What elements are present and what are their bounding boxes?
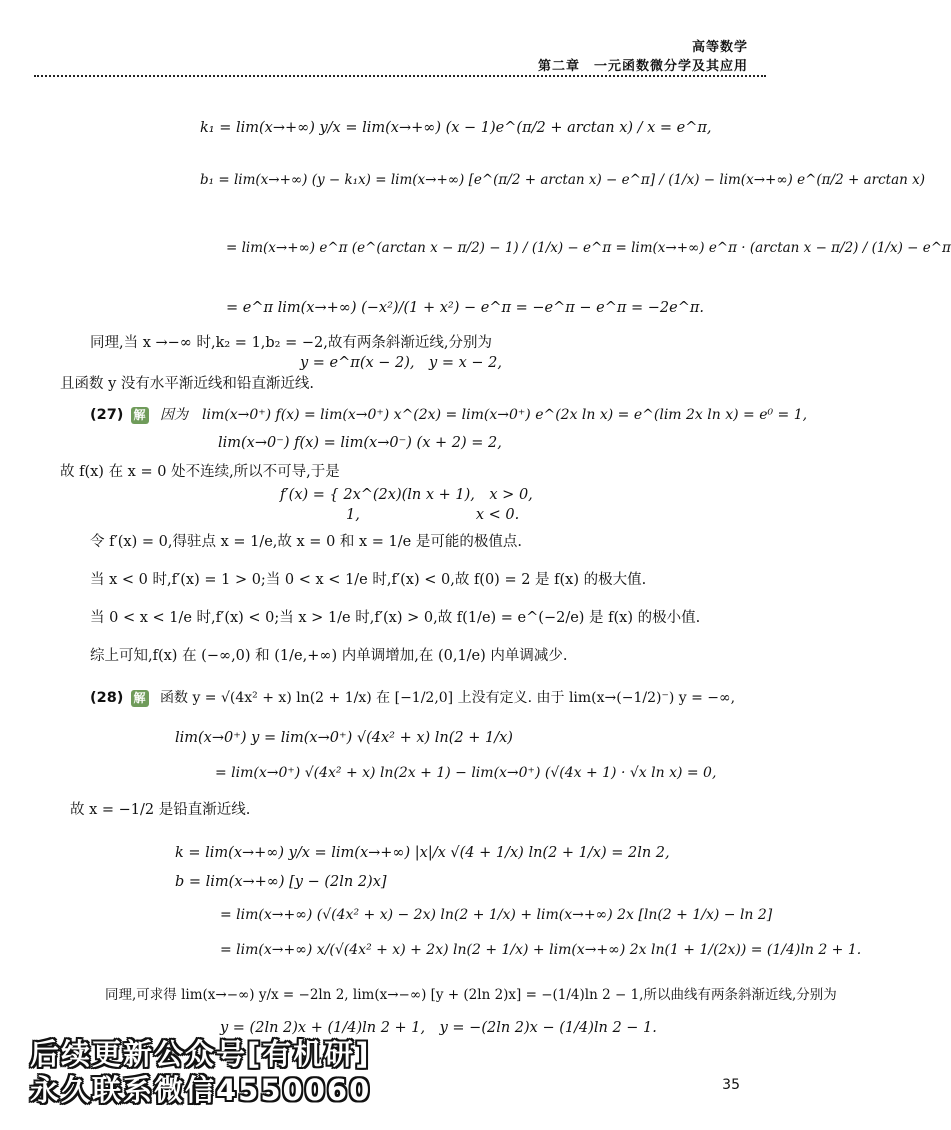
equation-k: k = lim(x→+∞) y/x = lim(x→+∞) |x|/x √(4 + 1/x) ln(2 + 1/x) = 2ln 2, xyxy=(175,845,670,861)
equation-final-asymptotes: y = (2ln 2)x + (1/4)ln 2 + 1, y = −(2ln 2)x − (1/4)ln 2 − 1. xyxy=(220,1020,657,1036)
equation-limit-zero: lim(x→0⁺) y = lim(x→0⁺) √(4x² + x) ln(2 + 1/x) xyxy=(175,730,513,746)
header-divider xyxy=(34,75,766,77)
header-chapter: 第二章 一元函数微分学及其应用 xyxy=(537,59,748,74)
equation-b1-step3: = e^π lim(x→+∞) (−x²)/(1 + x²) − e^π = −e^π − e^π = −2e^π. xyxy=(226,300,705,316)
equation-limit-left: lim(x→0⁻) f(x) = lim(x→0⁻) (x + 2) = 2, xyxy=(218,435,502,451)
text-function-domain: 函数 y = √(4x² + x) ln(2 + 1/x) 在 [−1/2,0] 上没有定义. 由于 lim(x→(−1/2)⁻) y = −∞, xyxy=(160,690,736,706)
page-number: 35 xyxy=(722,1077,740,1093)
equation-b: b = lim(x→+∞) [y − (2ln 2)x] xyxy=(175,874,387,890)
text-stationary-point: 令 f′(x) = 0,得驻点 x = 1/e,故 x = 0 和 x = 1/e 是可能的极值点. xyxy=(90,534,522,550)
equation-limit-right: 因为 lim(x→0⁺) f(x) = lim(x→0⁺) x^(2x) = lim(x→0⁺) e^(2x ln x) = e^(lim 2x ln x) = e⁰ = 1, xyxy=(160,407,808,423)
text-monotonicity: 综上可知,f(x) 在 (−∞,0) 和 (1/e,+∞) 内单调增加,在 (0,1/e) 内单调减少. xyxy=(90,648,568,664)
header-book-title: 高等数学 xyxy=(691,40,748,55)
equation-b1: b₁ = lim(x→+∞) (y − k₁x) = lim(x→+∞) [e^(π/2 + arctan x) − e^π] / (1/x) − lim(x→+∞) e^(π/2 + arctan x) xyxy=(200,172,925,188)
solution-badge-28: 解 xyxy=(131,690,149,707)
equation-derivative-case1: f′(x) = { 2x^(2x)(ln x + 1), x > 0, xyxy=(280,487,533,503)
problem-27-label xyxy=(90,405,151,425)
problem-27-number: (27) xyxy=(90,407,124,423)
equation-b-step3: = lim(x→+∞) x/(√(4x² + x) + 2x) ln(2 + 1/x) + lim(x→+∞) 2x ln(1 + 1/(2x)) = (1/4)ln 2 + 1. xyxy=(220,942,862,958)
text-similarly-asymptotes: 同理,当 x →−∞ 时,k₂ = 1,b₂ = −2,故有两条斜渐近线,分别为 xyxy=(90,335,492,351)
text-similarly-second: 同理,可求得 lim(x→−∞) y/x = −2ln 2, lim(x→−∞) [y + (2ln 2)x] = −(1/4)ln 2 − 1,所以曲线有两条斜渐近线,分别为 xyxy=(105,987,837,1003)
equation-derivative-case2: 1, x < 0. xyxy=(346,507,520,523)
equation-k1: k₁ = lim(x→+∞) y/x = lim(x→+∞) (x − 1)e^(π/2 + arctan x) / x = e^π, xyxy=(200,120,712,136)
equation-limit-zero-step2: = lim(x→0⁺) √(4x² + x) ln(2x + 1) − lim(x→0⁺) (√(4x + 1) · √x ln x) = 0, xyxy=(215,765,717,781)
equation-b1-step2: = lim(x→+∞) e^π (e^(arctan x − π/2) − 1) / (1/x) − e^π = lim(x→+∞) e^π · (arctan x − π/2) / (1/x) − e^π xyxy=(226,240,951,256)
equation-b-step2: = lim(x→+∞) (√(4x² + x) − 2x) ln(2 + 1/x) + lim(x→+∞) 2x [ln(2 + 1/x) − ln 2] xyxy=(220,907,773,923)
solution-badge-27: 解 xyxy=(131,407,149,424)
problem-28-label xyxy=(90,688,151,708)
problem-28-number: (28) xyxy=(90,690,124,706)
text-vertical-asymptote: 故 x = −1/2 是铅直渐近线. xyxy=(70,802,251,818)
watermark-line-1: 后续更新公众号[有机研] xyxy=(30,1037,371,1071)
text-local-max: 当 x < 0 时,f′(x) = 1 > 0;当 0 < x < 1/e 时,f′(x) < 0,故 f(0) = 2 是 f(x) 的极大值. xyxy=(90,572,647,588)
watermark-line-2: 永久联系微信4550060 xyxy=(30,1073,372,1107)
equation-asymptotes: y = e^π(x − 2), y = x − 2, xyxy=(300,355,502,371)
text-not-continuous: 故 f(x) 在 x = 0 处不连续,所以不可导,于是 xyxy=(60,464,340,480)
text-no-horizontal-asymptote: 且函数 y 没有水平渐近线和铅直渐近线. xyxy=(60,376,315,392)
text-local-min: 当 0 < x < 1/e 时,f′(x) < 0;当 x > 1/e 时,f′(x) > 0,故 f(1/e) = e^(−2/e) 是 f(x) 的极小值. xyxy=(90,610,701,626)
